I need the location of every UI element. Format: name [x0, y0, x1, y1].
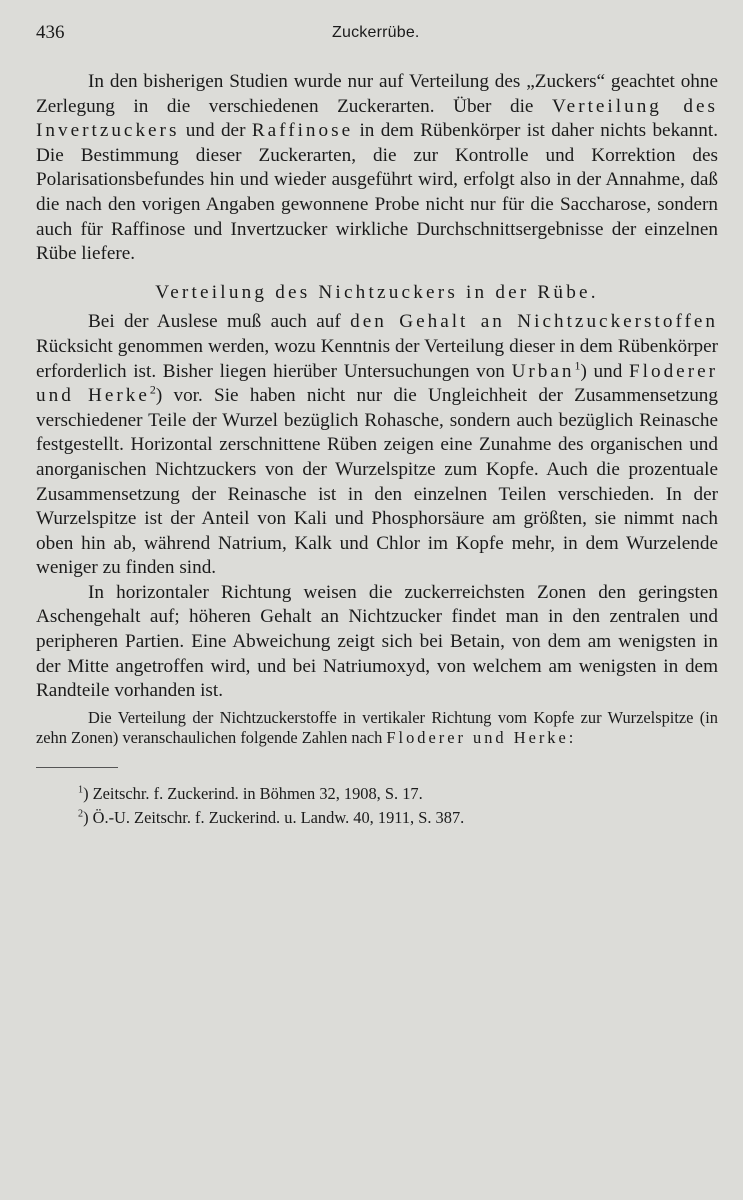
text-run: Rücksicht genommen werden, wozu Kenntnis der Verteilung dieser in dem Rübenkörper erforderlich ist. Bisher liegen hierüber Untersuchungen von	[36, 335, 718, 382]
paragraph-horizontal: In horizontaler Richtung weisen die zuckerreichsten Zonen den geringsten Aschengehalt auf; höheren Gehalt an Nichtzucker findet man in den zentralen und peripheren Partien. Eine Abweichung zeigt sich bei Betain, von dem am wenigsten in der Mitte angetroffen wird, und bei Natriumoxyd, von welchem am wenigsten in dem Randteile vorhanden ist.	[36, 581, 718, 702]
spaced-term-invertzucker: Verteilung des Invertzuckers	[36, 95, 718, 142]
running-title: Zuckerrübe.	[332, 24, 420, 41]
text-run: :	[568, 727, 574, 747]
page-header	[36, 22, 695, 52]
footnote-text: ) Zeitschr. f. Zuckerind. in Böhmen 32, 1908, S. 17.	[83, 784, 423, 804]
paragraph-nonsugar	[36, 310, 718, 581]
text-run: ) vor. Sie haben nicht nur die Ungleichheit der Zusammensetzung verschiedener Teile der Wurzel bezüglich Rohasche, sondern auch bezüglich Reinasche festgestellt. Horizontal zerschnittene Rüben zeigen eine Zunahme des organischen und anorganischen Nichtzuckers von der Wurzelspitze zum Kopfe. Auch die prozentuale Zusammensetzung der Reinasche ist in den einzelnen Teilen verschieden. In der Wurzelspitze ist der Anteil von Kali und Phosphorsäure am größten, sie nimmt nach oben hin ab, während Natrium, Kalk und Chlor im Kopfe mehr, in dem Wurzelende weniger zu finden sind.	[36, 385, 718, 579]
paragraph-table-intro	[36, 708, 718, 748]
text-run: in dem Rübenkörper ist daher nichts bekannt. Die Bestimmung dieser Zuckerarten, die zur Kontrolle und Korrektion des Polarisationsbefundes hin und wieder ausgeführt wird, erfolgt also in der Annahme, daß die nach den vorigen Angaben gewonnene Probe nicht nur für die Saccharose, sondern auch für Raffinose und Invertzucker wirkliche Durchschnittsergebnisse der einzelnen Rübe liefere.	[36, 120, 718, 265]
footnote-mark: 2	[78, 808, 84, 820]
paragraph-sugar-types	[36, 70, 718, 267]
spaced-term-raffinose: Raffinose	[251, 120, 354, 142]
author-floderer-herke: Floderer und Herke	[36, 360, 718, 407]
footnote-1	[36, 782, 718, 806]
author-urban: Urban	[511, 360, 575, 382]
footnote-2	[36, 806, 718, 830]
text-run: Die Verteilung der Nichtzuckerstoffe in vertikaler Richtung vom Kopfe zur Wurzelspitze (in zehn Zonen) veranschaulichen folgende Zahlen nach	[36, 707, 718, 747]
page-body	[36, 70, 718, 830]
page-number: 436	[36, 22, 65, 43]
footnote-divider	[36, 767, 118, 768]
text-run: und der	[179, 120, 252, 142]
footnote-text: ) Ö.-U. Zeitschr. f. Zuckerind. u. Landw. 40, 1911, S. 387.	[83, 808, 465, 828]
section-heading: Verteilung des Nichtzuckers in der Rübe.	[155, 281, 599, 303]
footnote-mark: 1	[78, 784, 84, 796]
footnote-ref-1: 1	[574, 358, 581, 373]
footnote-ref-2: 2	[149, 382, 156, 397]
author-floderer-herke: Floderer und Herke	[386, 727, 569, 747]
text-run: In den bisherigen Studien wurde nur auf Verteilung des „Zuckers“ geachtet ohne Zerlegung in die verschiedenen Zuckerarten. Über die	[36, 71, 718, 117]
spaced-term-nichtzucker: den Gehalt an Nichtzuckerstoffen	[350, 311, 718, 333]
text-run: Bei der Auslese muß auch auf	[88, 311, 351, 333]
text-run: ) und	[580, 360, 629, 382]
